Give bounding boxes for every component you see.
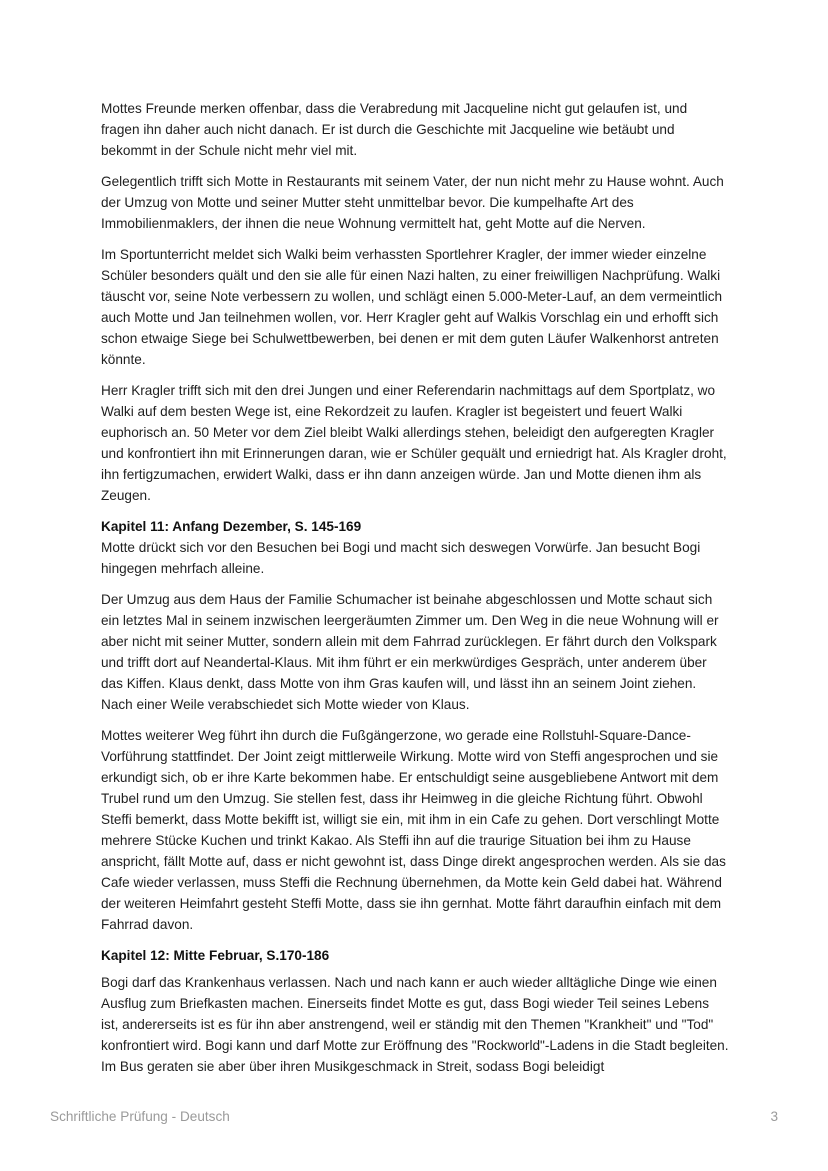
footer-title: Schriftliche Prüfung - Deutsch — [50, 1109, 230, 1124]
paragraph: Motte drückt sich vor den Besuchen bei Bogi und macht sich deswegen Vorwürfe. Jan besucht Bogi hingegen mehrfach alleine. — [101, 540, 701, 576]
page-content — [101, 98, 729, 1087]
paragraph: Gelegentlich trifft sich Motte in Restaurants mit seinem Vater, der nun nicht mehr zu Hause wohnt. Auch der Umzug von Motte und seiner Mutter steht unmittelbar bevor. Die kumpelhafte Art des Immobilienmaklers, der ihnen die neue Wohnung vermittelt hat, geht Motte auf die Nerven. — [101, 174, 724, 231]
paragraph: Bogi darf das Krankenhaus verlassen. Nach und nach kann er auch wieder alltägliche Dinge wie einen Ausflug zum Briefkasten machen. Einerseits findet Motte es gut, dass Bogi wieder Teil seines Lebens ist, andererseits ist es für ihn aber anstrengend, weil er ständig mit den Themen "Krankheit" und "Tod" konfrontiert wird. Bogi kann und darf Motte zur Eröffnung des "Rockworld"-Ladens in die Stadt begleiten. Im Bus geraten sie aber über ihren Musikgeschmack in Streit, sodass Bogi beleidigt — [101, 975, 729, 1074]
paragraph: Mottes Freunde merken offenbar, dass die Verabredung mit Jacqueline nicht gut gelaufen ist, und fragen ihn daher auch nicht danach. Er ist durch die Geschichte mit Jacqueline wie betäubt und bekommt in der Schule nicht mehr viel mit. — [101, 101, 688, 158]
chapter-12-heading: Kapitel 12: Mitte Februar, S.170-186 — [101, 948, 330, 963]
paragraph: Im Sportunterricht meldet sich Walki beim verhassten Sportlehrer Kragler, der immer wieder einzelne Schüler besonders quält und den sie alle für einen Nazi halten, zu einer freiwilligen Nachprüfung. Walki täuscht vor, seine Note verbessern zu wollen, und schlägt einen 5.000-Meter-Lauf, an dem vermeintlich auch Motte und Jan teilnehmen wollen, vor. Herr Kragler geht auf Walkis Vorschlag ein und erhofft sich schon etwaige Siege bei Schulwettbewerben, bei denen er mit dem guten Läufer Walkenhorst antreten könnte. — [101, 247, 723, 367]
chapter-11-heading: Kapitel 11: Anfang Dezember, S. 145-169 — [101, 519, 362, 534]
page-number: 3 — [770, 1109, 778, 1124]
paragraph: Mottes weiterer Weg führt ihn durch die Fußgängerzone, wo gerade eine Rollstuhl-Square-Dance-Vorführung stattfindet. Der Joint zeigt mittlerweile Wirkung. Motte wird von Steffi angesprochen und sie erkundigt sich, ob er ihre Karte bekommen habe. Er entschuldigt seine ausgebliebene Antwort mit dem Trubel rund um den Umzug. Sie stellen fest, dass ihr Heimweg in die gleiche Richtung führt. Obwohl Steffi bemerkt, dass Motte bekifft ist, willigt sie ein, mit ihm in ein Cafe zu gehen. Dort verschlingt Motte mehrere Stücke Kuchen und trinkt Kakao. Als Steffi ihn auf die traurige Situation bei ihm zu Hause anspricht, fällt Motte auf, dass er nicht gewohnt ist, dass Dinge direkt angesprochen werden. Als sie das Cafe wieder verlassen, muss Steffi die Rechnung übernehmen, da Motte kein Geld dabei hat. Während der weiteren Heimfahrt gesteht Steffi Motte, dass sie ihn gernhat. Motte fährt daraufhin einfach mit dem Fahrrad davon. — [101, 728, 726, 932]
paragraph: Herr Kragler trifft sich mit den drei Jungen und einer Referendarin nachmittags auf dem Sportplatz, wo Walki auf dem besten Wege ist, eine Rekordzeit zu laufen. Kragler ist begeistert und feuert Walki euphorisch an. 50 Meter vor dem Ziel bleibt Walki allerdings stehen, beleidigt den aufgeregten Kragler und konfrontiert ihn mit Erinnerungen daran, wie er Schüler gequält und erniedrigt hat. Als Kragler droht, ihn fertigzumachen, erwidert Walki, dass er ihn dann anzeigen würde. Jan und Motte dienen ihm als Zeugen. — [101, 383, 727, 503]
paragraph: Der Umzug aus dem Haus der Familie Schumacher ist beinahe abgeschlossen und Motte schaut sich ein letztes Mal in seinem inzwischen leergeräumten Zimmer um. Den Weg in die neue Wohnung will er aber nicht mit seiner Mutter, sondern allein mit dem Fahrrad zurücklegen. Er fährt durch den Volkspark und trifft dort auf Neandertal-Klaus. Mit ihm führt er ein merkwürdiges Gespräch, unter anderem über das Kiffen. Klaus denkt, dass Motte von ihm Gras kaufen will, und lässt ihn an seinem Joint ziehen. Nach einer Weile verabschiedet sich Motte wieder von Klaus. — [101, 592, 719, 712]
